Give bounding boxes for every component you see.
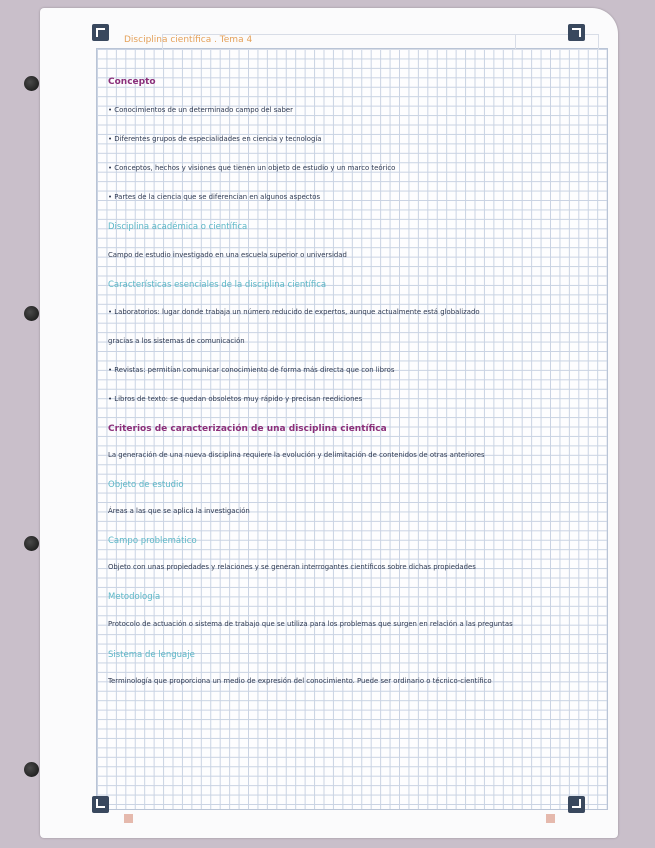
punch-hole (24, 76, 39, 91)
note-line: • Conceptos, hechos y visiones que tienen un objeto de estudio y un marco teórico (108, 164, 396, 172)
note-line: gracias a los sistemas de comunicación (108, 337, 245, 345)
corner-mark-top-right-icon (568, 24, 585, 41)
section-heading: Objeto de estudio (108, 480, 184, 490)
section-heading: Concepto (108, 77, 156, 87)
note-line: Objeto con unas propiedades y relaciones y se generan interrogantes científicos sobre dichas propiedades (108, 563, 476, 571)
note-line: • Revistas: permitían comunicar conocimiento de forma más directa que con libros (108, 366, 395, 374)
note-line: • Conocimientos de un determinado campo del saber (108, 106, 293, 114)
section-heading: Metodología (108, 592, 161, 602)
note-line: • Partes de la ciencia que se diferencian en algunos aspectos (108, 193, 321, 201)
note-line: Terminología que proporciona un medio de expresión del conocimiento. Puede ser ordinario o técnico-científico (108, 677, 492, 685)
note-line: • Diferentes grupos de especialidades en ciencia y tecnología (108, 135, 322, 143)
note-line: La generación de una nueva disciplina requiere la evolución y delimitación de contenidos de otras anteriores (108, 451, 485, 459)
punch-hole (24, 536, 39, 551)
note-line: • Libros de texto: se quedan obsoletos muy rápido y precisan reediciones (108, 395, 363, 403)
note-line: Campo de estudio investigado en una escuela superior o universidad (108, 251, 347, 259)
corner-square-bottom-right (546, 814, 555, 823)
corner-mark-bottom-right-icon (568, 796, 585, 813)
note-line: • Laboratorios: lugar donde trabaja un número reducido de expertos, aunque actualmente está globalizado (108, 308, 480, 316)
punch-hole (24, 306, 39, 321)
date-box (515, 34, 599, 50)
page-title: Disciplina científica . Tema 4 (124, 35, 253, 45)
punch-hole (24, 762, 39, 777)
section-heading: Campo problemático (108, 536, 197, 546)
note-line: Protocolo de actuación o sistema de trabajo que se utiliza para los problemas que surgen en relación a las preguntas (108, 620, 513, 628)
corner-mark-top-left-icon (92, 24, 109, 41)
section-heading: Criterios de caracterización de una disciplina científica (108, 424, 387, 434)
section-heading: Características esenciales de la disciplina científica (108, 280, 327, 290)
section-heading: Sistema de lenguaje (108, 650, 195, 660)
corner-mark-bottom-left-icon (92, 796, 109, 813)
note-line: Áreas a las que se aplica la investigación (108, 507, 250, 515)
section-heading: Disciplina académica o científica (108, 222, 248, 232)
notebook-page (40, 8, 618, 838)
corner-square-bottom-left (124, 814, 133, 823)
